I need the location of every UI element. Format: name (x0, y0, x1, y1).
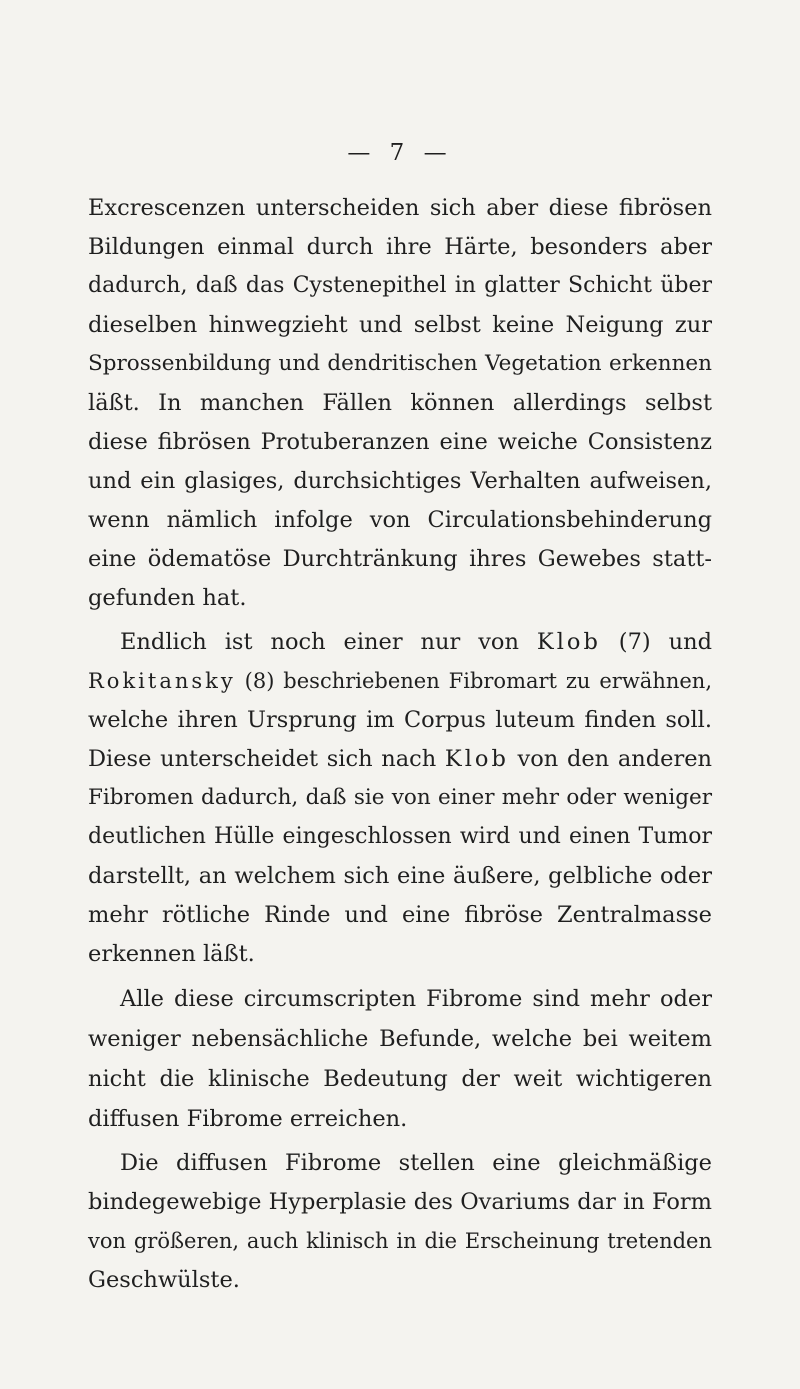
text-line: eine ödematöse Durchtränkung ihres Gewebes statt- (88, 546, 712, 572)
text-line: diese fibrösen Protuberanzen eine weiche Consistenz (88, 429, 712, 455)
text-line: gefunden hat. (88, 585, 247, 611)
text-line: läßt. In manchen Fällen können allerdings selbst (88, 390, 712, 416)
text-line: Alle diese circumscripten Fibrome sind mehr oder (120, 986, 712, 1012)
text-line: Die diffusen Fibrome stellen eine gleichmäßige (120, 1150, 712, 1176)
text-span: Endlich ist noch einer nur von (120, 629, 537, 655)
text-line: bindegewebige Hyperplasie des Ovariums dar in Form (88, 1189, 712, 1215)
page-number: — 7 — (347, 140, 453, 166)
author-name-klob: Klob (444, 746, 509, 772)
text-line: diffusen Fibrome erreichen. (88, 1106, 408, 1132)
text-line: Excrescenzen unterscheiden sich aber diese fibrösen (88, 195, 712, 221)
text-line: von größeren, auch klinisch in die Erscheinung tretenden (88, 1229, 712, 1253)
text-line: darstellt, an welchem sich eine äußere, gelbliche oder (88, 863, 712, 889)
text-line: deutlichen Hülle eingeschlossen wird und einen Tumor (88, 824, 712, 849)
text-line: nicht die klinische Bedeutung der weit wichtigeren (88, 1066, 712, 1092)
text-line (120, 627, 712, 657)
text-line: wenn nämlich infolge von Circulationsbehinderung (88, 507, 712, 533)
text-span: (7) und (600, 629, 712, 655)
text-line: dieselben hinwegzieht und selbst keine Neigung zur (88, 312, 712, 338)
text-line: Bildungen einmal durch ihre Härte, besonders aber (88, 234, 712, 260)
text-line: Sprossenbildung und dendritischen Vegetation erkennen (88, 351, 712, 376)
text-line: erkennen läßt. (88, 941, 255, 967)
text-span: (8) beschriebenen Fibromart zu erwähnen, (235, 669, 712, 693)
text-line: welche ihren Ursprung im Corpus luteum finden soll. (88, 707, 712, 733)
text-line (88, 666, 712, 696)
text-line: dadurch, daß das Cystenepithel in glatter Schicht über (88, 273, 712, 298)
text-line (88, 744, 712, 774)
text-line: Geschwülste. (88, 1267, 240, 1293)
author-name-klob: Klob (536, 629, 601, 655)
text-line: mehr rötliche Rinde und eine fibröse Zentralmasse (88, 902, 712, 928)
text-span: von den anderen (508, 746, 713, 772)
text-line: weniger nebensächliche Befunde, welche bei weitem (88, 1026, 712, 1052)
text-span: Diese unterscheidet sich nach (88, 746, 445, 772)
text-line: Fibromen dadurch, daß sie von einer mehr oder weniger (88, 785, 712, 810)
author-name-rokitansky: Rokitansky (88, 669, 236, 693)
text-line: und ein glasiges, durchsichtiges Verhalten aufweisen, (88, 468, 712, 494)
